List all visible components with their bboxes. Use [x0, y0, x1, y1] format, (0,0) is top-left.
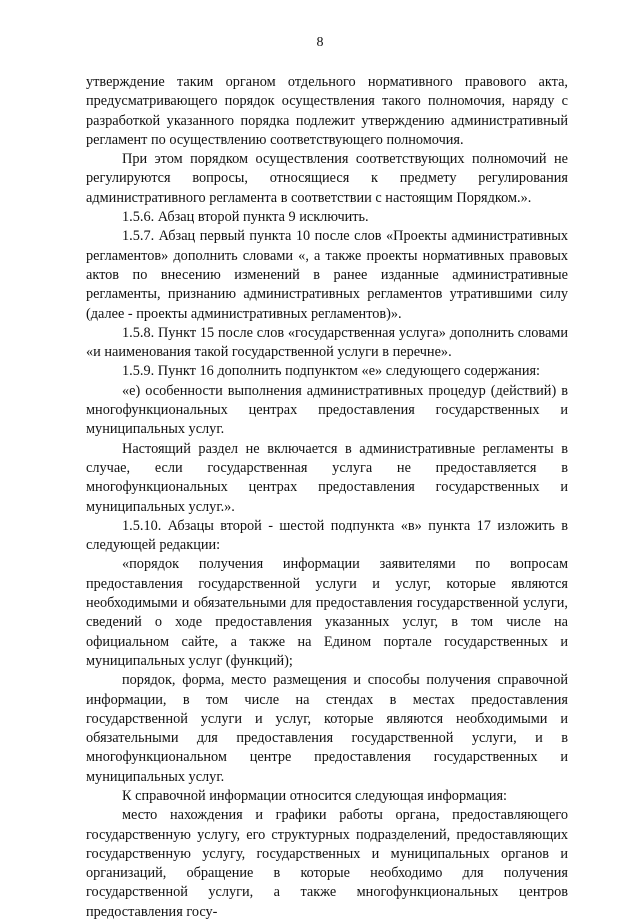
document-body: [86, 73, 568, 922]
paragraph-location: место нахождения и графики работы органа, предоставляющего государственную услугу, его структурных подразделений, предоставляющих государственную услугу, государственных и муниципальных органов и организаций, обращение в которые необходимо для получения государственной услуги, а также многофункциональных центров предоставления госу-: [86, 807, 568, 920]
paragraph-1-5-6: 1.5.6. Абзац второй пункта 9 исключить.: [122, 209, 369, 226]
paragraph: Настоящий раздел не включается в административные регламенты в случае, если государственная услуга не предоставляется в многофункциональных центрах предоставления государственных и муниципальных услуг.».: [86, 440, 568, 515]
paragraph-quote-1: «порядок получения информации заявителями по вопросам предоставления государственной услуги и услуг, которые являются необходимыми и обязательными для предоставления государственной услуги, сведений о ходе предоставления указанных услуг, в том числе на официальном сайте, а также на Едином портале государственных и муниципальных услуг (функций);: [86, 556, 568, 669]
paragraph-subitem-e: «е) особенности выполнения административных процедур (действий) в многофункциональных центрах предоставления государственных и муниципальных услуг.: [86, 382, 568, 438]
paragraph-1-5-7: 1.5.7. Абзац первый пункта 10 после слов «Проекты административных регламентов» дополнить словами «, а также проекты нормативных правовых актов по внесению изменений в ранее изданные административные регламенты, признанию административных регламентов утратившими силу (далее - проекты административных регламентов)».: [86, 228, 568, 322]
page-number: 8: [316, 35, 324, 50]
paragraph-quote-2: порядок, форма, место размещения и способы получения справочной информации, в том числе на стендах в местах предоставления государственной услуги и услуг, которые являются необходимыми и обязательными для предоставления государственной услуги, и в многофункциональном центре предоставления государственных и муниципальных услуг.: [86, 672, 568, 785]
paragraph-1-5-9: 1.5.9. Пункт 16 дополнить подпунктом «е» следующего содержания:: [122, 363, 541, 380]
paragraph-reference-info: К справочной информации относится следующая информация:: [122, 787, 508, 804]
paragraph-1-5-10: 1.5.10. Абзацы второй - шестой подпункта «в» пункта 17 изложить в следующей редакции:: [86, 517, 568, 554]
paragraph: При этом порядком осуществления соответствующих полномочий не регулируются вопросы, относящиеся к предмету регулирования административного регламента в соответствии с настоящим Порядком.».: [86, 151, 568, 206]
paragraph-continuation: утверждение таким органом отдельного нормативного правового акта, предусматривающего порядок осуществления такого полномочия, наряду с разработкой указанного порядка подлежит утверждению административный регламент по осуществлению соответствующего полномочия.: [86, 74, 568, 148]
paragraph-1-5-8: 1.5.8. Пункт 15 после слов «государственная услуга» дополнить словами «и наименования такой государственной услуги в перечне».: [86, 324, 568, 361]
